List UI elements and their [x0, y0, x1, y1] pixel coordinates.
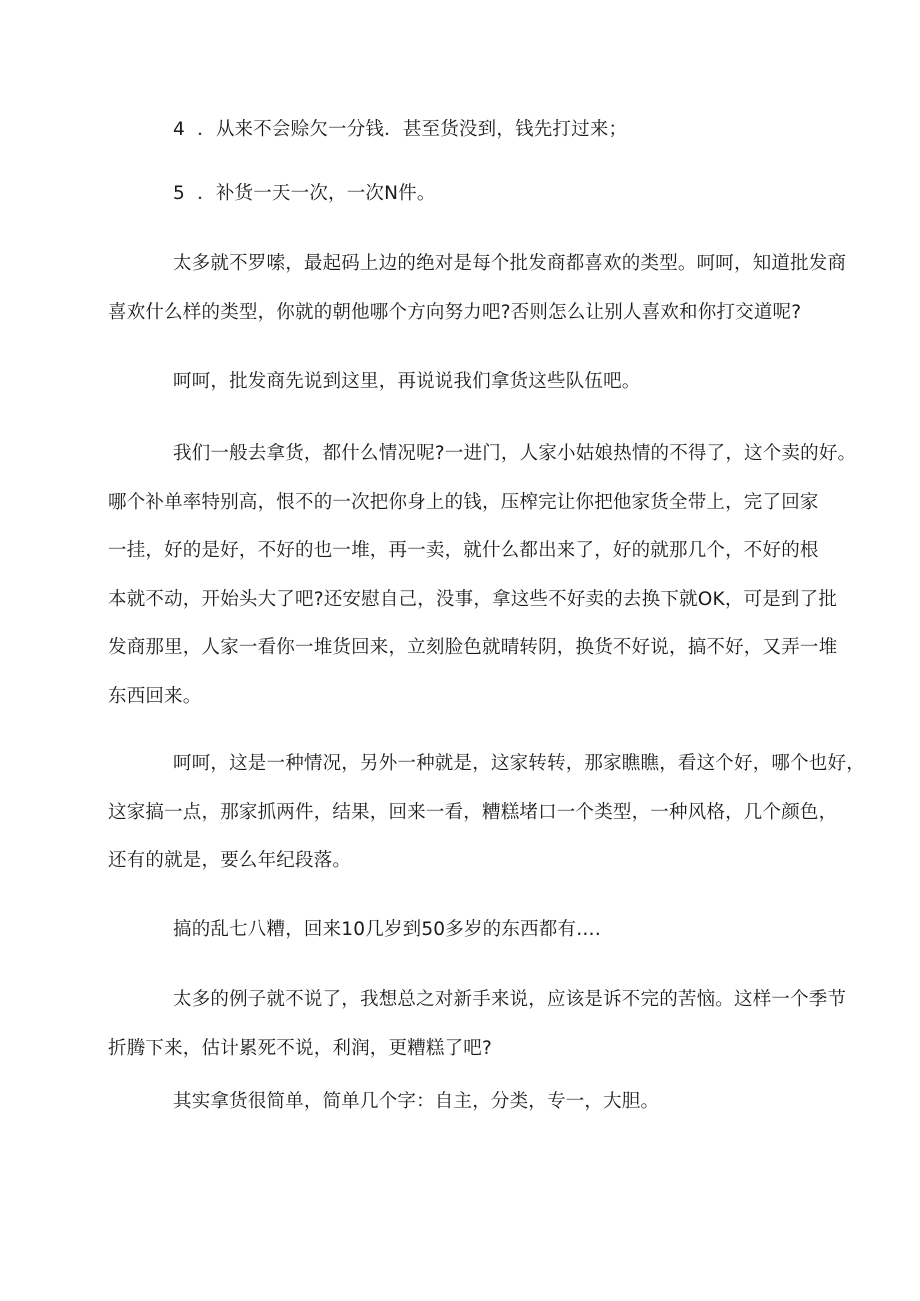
text-line: 呵呵，这是一种情况，另外一种就是，这家转转，那家瞧瞧，看这个好，哪个也好， [173, 753, 865, 774]
text-line: 一挂，好的是好，不好的也一堆，再一卖，就什么都出来了，好的就那几个，不好的根 [108, 540, 819, 561]
paragraph-examples [108, 976, 847, 1073]
list-item-4 [108, 106, 798, 155]
paragraph-another-situation [108, 740, 865, 886]
paragraph-transition [108, 358, 798, 407]
text-line: 其实拿货很简单，简单几个字：自主，分类，专一，大胆。 [173, 1091, 660, 1112]
text-line: 这家搞一点，那家抓两件，结果，回来一看，糟糕堵口一个类型，一种风格，几个颜色， [108, 801, 838, 823]
text-line: 搞的乱七八糟，回来10几岁到50多岁的东西都有…. [173, 919, 601, 940]
text-line: 太多的例子就不说了，我想总之对新手来说，应该是诉不完的苦恼。这样一个季节 [173, 989, 847, 1010]
text-line: 还有的就是，要么年纪段落。 [108, 850, 352, 871]
paragraph-buying-situation [108, 430, 857, 721]
text-line: 本就不动，开始头大了吧?还安慰自己，没事，拿这些不好卖的去换下就OK，可是到了批 [108, 588, 838, 610]
text-line: 折腾下来，估计累死不说，利润，更糟糕了吧? [108, 1037, 493, 1059]
paragraph-summary [108, 1078, 798, 1127]
paragraph-mess [108, 906, 798, 955]
text-line: 4 ．从来不会赊欠一分钱．甚至货没到，钱先打过来； [173, 119, 628, 140]
text-line: 5 ．补货一天一次，一次N件。 [173, 183, 436, 204]
text-line: 太多就不罗嗦，最起码上边的绝对是每个批发商都喜欢的类型。呵呵，知道批发商 [173, 253, 847, 274]
text-line: 我们一般去拿货，都什么情况呢?一进门，人家小姑娘热情的不得了，这个卖的好。 [173, 443, 857, 464]
text-line: 哪个补单率特别高，恨不的一次把你身上的钱，压榨完让你把他家货全带上，完了回家 [108, 491, 819, 513]
paragraph-wholesaler-preference [108, 240, 847, 337]
list-item-5 [108, 170, 798, 219]
text-line: 呵呵，批发商先说到这里，再说说我们拿货这些队伍吧。 [173, 371, 641, 392]
text-line: 发商那里，人家一看你一堆货回来，立刻脸色就晴转阴，换货不好说，搞不好，又弄一堆 [108, 637, 838, 658]
text-line: 喜欢什么样的类型，你就的朝他哪个方向努力吧?否则怎么让别人喜欢和你打交道呢? [108, 301, 802, 323]
text-line: 东西回来。 [108, 685, 202, 707]
